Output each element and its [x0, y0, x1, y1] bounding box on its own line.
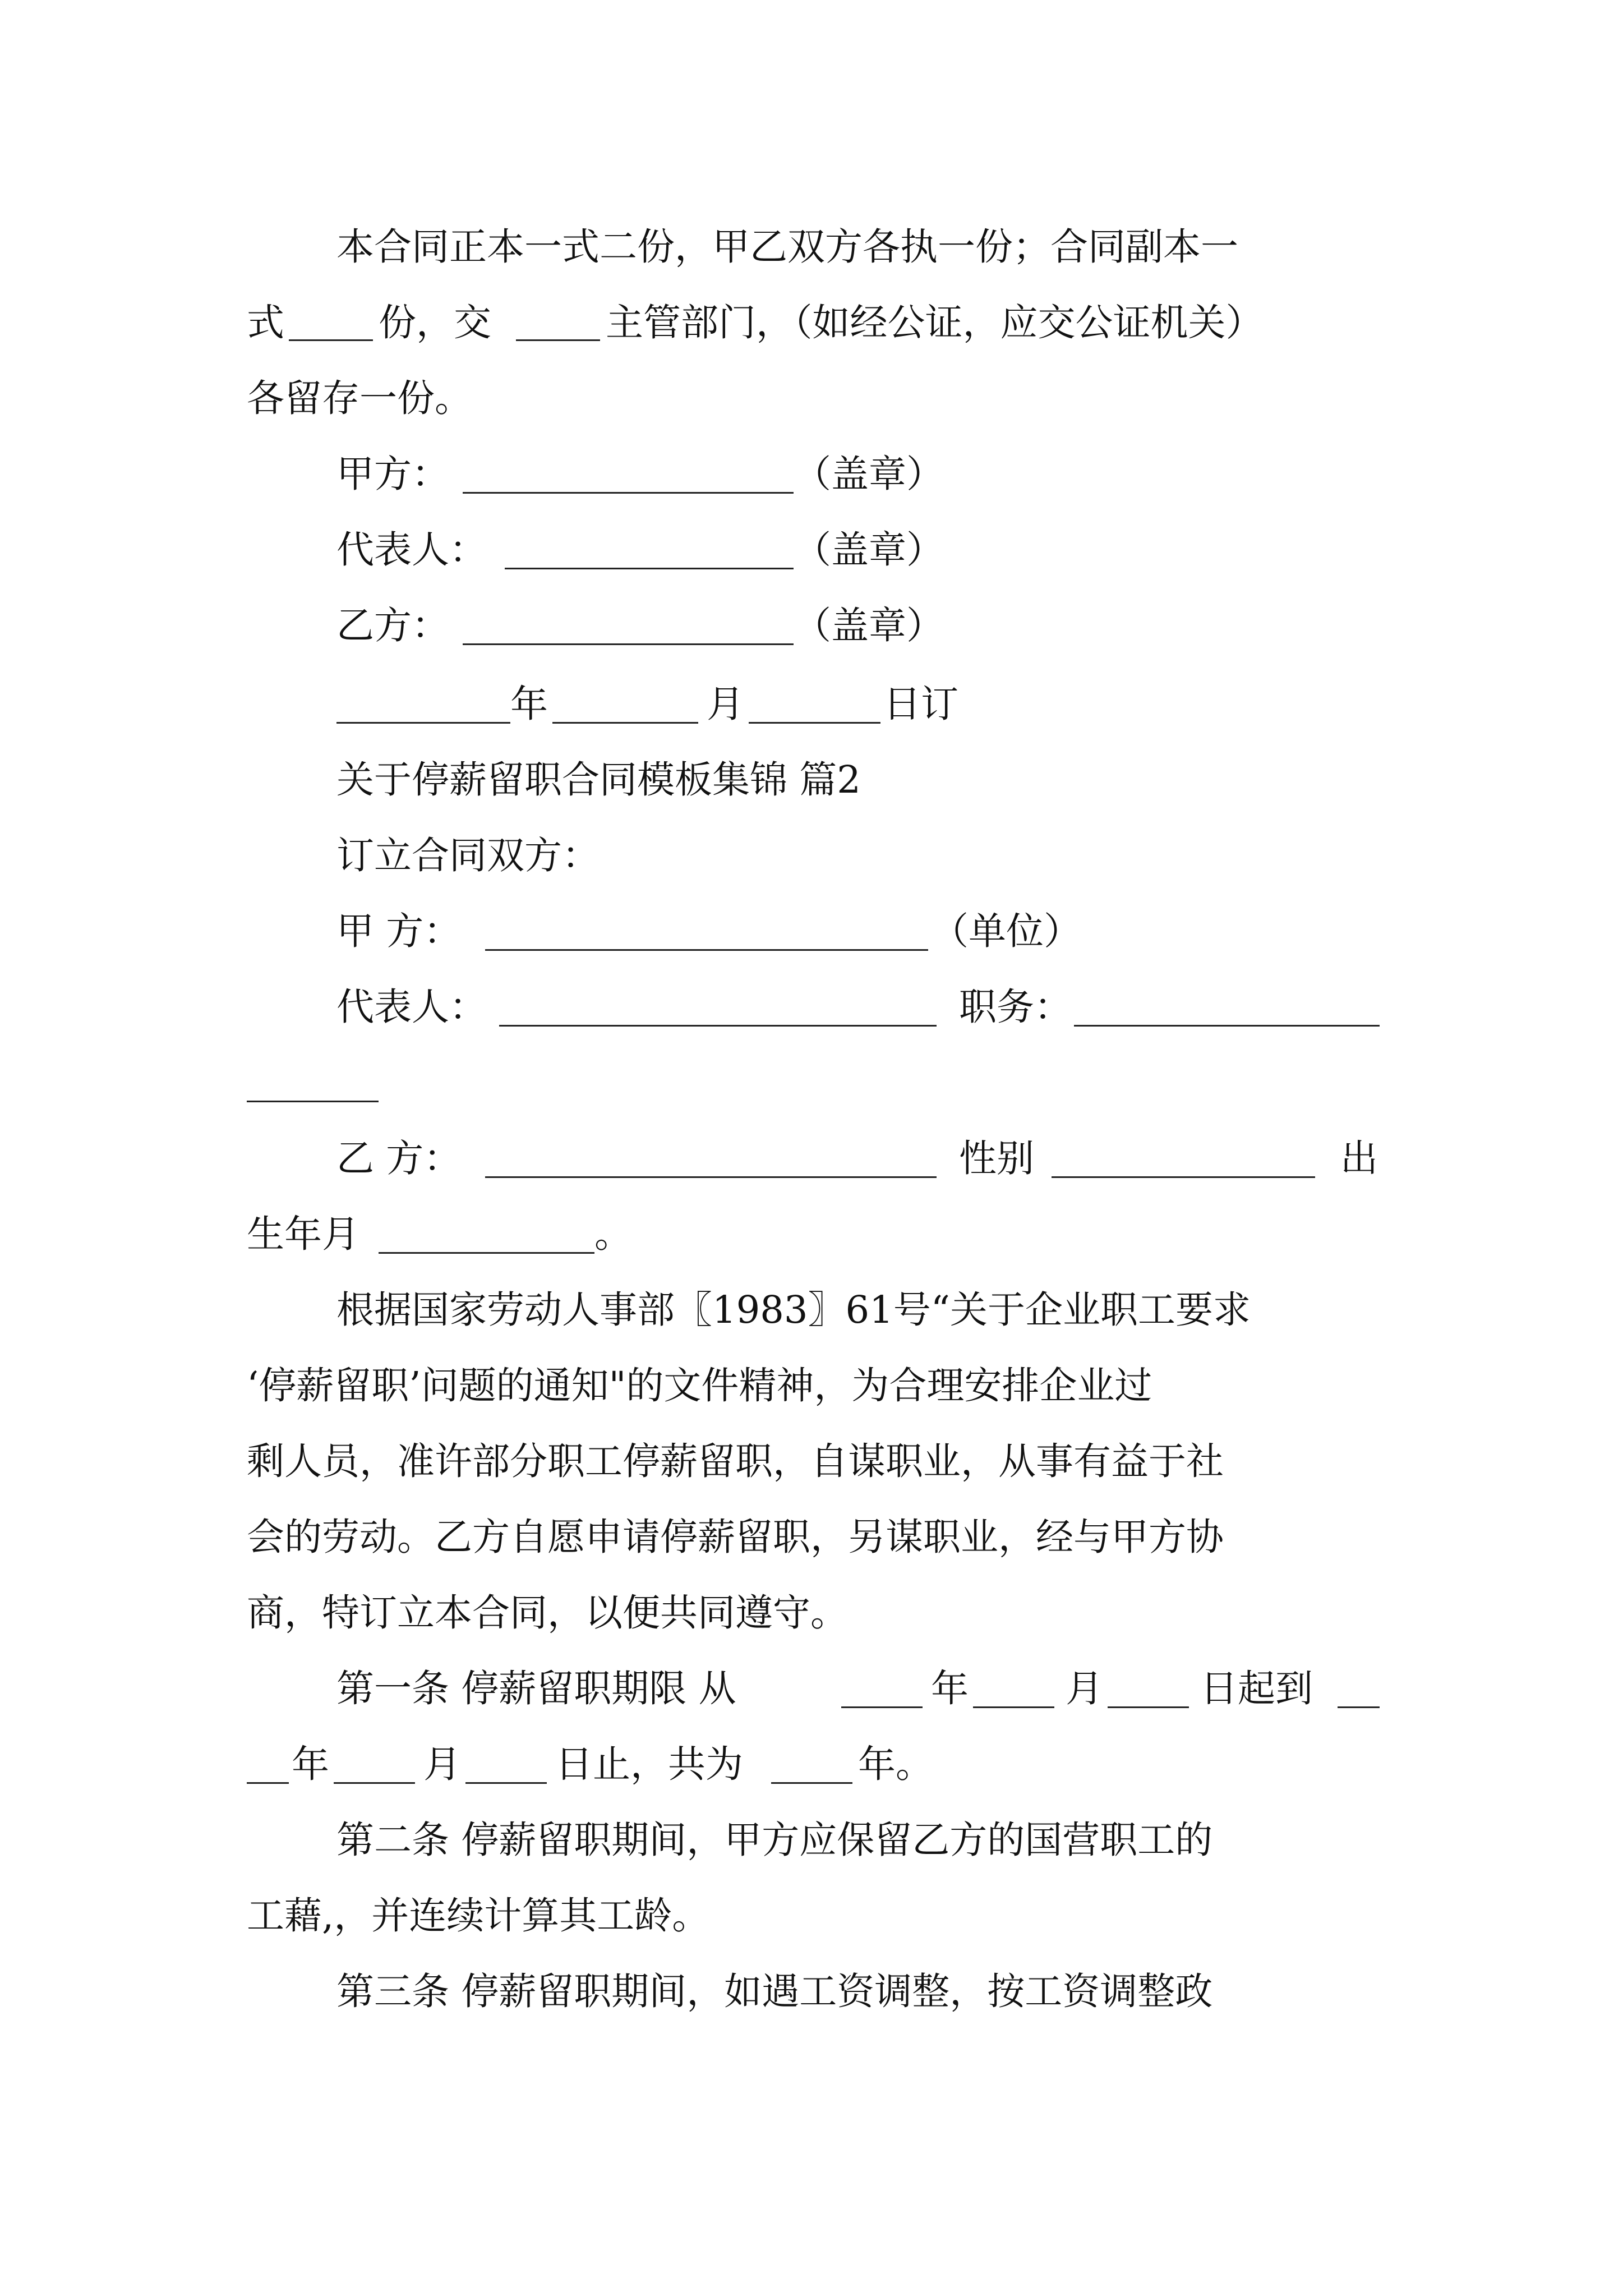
blank-party-b [463, 643, 794, 645]
sign-party-b [0, 597, 1623, 654]
date-day-label: 日订 [883, 682, 958, 726]
parties-party-b [0, 1130, 1623, 1186]
blank-year [336, 722, 510, 724]
blank-position [1074, 1025, 1380, 1027]
parties-representative [0, 979, 1623, 1035]
para1-text: 式 [247, 301, 284, 344]
basis-line4 [0, 1509, 1623, 1565]
parties-party-a [0, 903, 1623, 959]
article1-text: 月 [1066, 1667, 1103, 1710]
article3-text: 第三条 停薪留职期间，如遇工资调整，按工资调整政 [336, 1970, 1213, 2013]
basis-line5 [0, 1585, 1623, 1641]
blank-representative [505, 568, 794, 569]
position-label: 职务： [959, 985, 1072, 1029]
para1-line3 [0, 370, 1623, 426]
parties-position-continued [0, 1055, 1623, 1111]
blank-start-month [973, 1706, 1054, 1708]
blank-month [552, 722, 698, 724]
blank-party-b-name [485, 1176, 937, 1178]
para1-text: 各留存一份。 [247, 376, 472, 420]
sign-representative [0, 522, 1623, 578]
parties-intro [0, 827, 1623, 884]
blank-end-month [334, 1782, 415, 1784]
blank-total-years [771, 1782, 852, 1784]
seal-note: （盖章） [794, 528, 944, 572]
blank-birth [379, 1252, 594, 1254]
blank-day [749, 722, 880, 724]
basis-text: 根据国家劳动人事部〖1983〗61号“关于企业职工要求 [336, 1288, 1251, 1332]
basis-line1 [0, 1282, 1623, 1338]
heading-text: 关于停薪留职合同模板集锦 篇2 [336, 758, 861, 802]
para1-text: 主管部门，（如经公证，应交公证机关） [606, 301, 1264, 344]
article1-text: 年 [292, 1742, 329, 1786]
blank-party-a-unit [485, 949, 928, 951]
blank-position-continued [247, 1101, 379, 1102]
basis-text: 商，特订立本合同，以便共同遵守。 [247, 1591, 848, 1635]
blank-end-year-part2 [247, 1782, 289, 1784]
blank-gender [1052, 1176, 1315, 1178]
sign-label: 甲方： [336, 452, 449, 496]
article1-text: 月 [423, 1742, 461, 1786]
article2-line2 [0, 1888, 1623, 1944]
para1-line1 [0, 219, 1623, 275]
sign-date [0, 676, 1623, 732]
party-a-label: 甲 方： [336, 909, 462, 953]
blank-end-day [465, 1782, 547, 1784]
sign-party-a [0, 446, 1623, 502]
article2-text: 工藉,，并连续计算其工龄。 [247, 1894, 710, 1938]
basis-text: 剩人员，准许部分职工停薪留职，自谋职业，从事有益于社 [247, 1439, 1224, 1483]
seal-note: （盖章） [794, 452, 944, 496]
article2-line1 [0, 1812, 1623, 1868]
article1-line2 [0, 1736, 1623, 1792]
blank-end-year-part1 [1338, 1706, 1380, 1708]
section-heading [0, 752, 1623, 808]
birth-period: 。 [594, 1212, 632, 1256]
article1-text: 日止，共为 [555, 1742, 743, 1786]
basis-line2 [0, 1358, 1623, 1414]
blank-department [516, 339, 600, 341]
article1-text: 年。 [858, 1742, 933, 1786]
party-b-label: 乙 方： [336, 1137, 462, 1180]
date-year-label: 年 [510, 682, 548, 726]
para1-text: 份，交 [379, 301, 491, 344]
article1-text: 年 [931, 1667, 969, 1710]
basis-text: ‘停薪留职’问题的通知"的文件精神，为合理安排企业过 [247, 1364, 1152, 1407]
blank-representative-name [499, 1025, 937, 1027]
article2-text: 第二条 停薪留职期间，甲方应保留乙方的国营职工的 [336, 1818, 1213, 1862]
seal-note: （盖章） [794, 604, 944, 647]
birth-label: 生年月 [247, 1212, 359, 1256]
sign-label: 乙方： [336, 604, 449, 647]
birth-label: 出 [1340, 1137, 1378, 1180]
basis-text: 会的劳动。乙方自愿申请停薪留职，另谋职业，经与甲方协 [247, 1515, 1224, 1559]
para1-line2 [0, 295, 1623, 351]
blank-start-day [1108, 1706, 1189, 1708]
intro-text: 订立合同双方： [336, 834, 600, 877]
gender-label: 性别 [959, 1137, 1034, 1180]
unit-note: （单位） [931, 909, 1081, 953]
date-month-label: 月 [707, 682, 744, 726]
representative-label: 代表人： [336, 985, 487, 1029]
blank-party-a [463, 492, 794, 494]
article1-text: 日起到 [1200, 1667, 1313, 1710]
parties-birth [0, 1206, 1623, 1262]
blank-copies [289, 339, 373, 341]
sign-label: 代表人： [336, 528, 487, 572]
para1-text: 本合同正本一式二份，甲乙双方各执一份；合同副本一 [336, 225, 1238, 269]
blank-start-year [841, 1706, 923, 1708]
article3-line1 [0, 1963, 1623, 2019]
article1-text: 第一条 停薪留职期限 从 [336, 1667, 736, 1710]
article1-line1 [0, 1660, 1623, 1717]
basis-line3 [0, 1433, 1623, 1489]
